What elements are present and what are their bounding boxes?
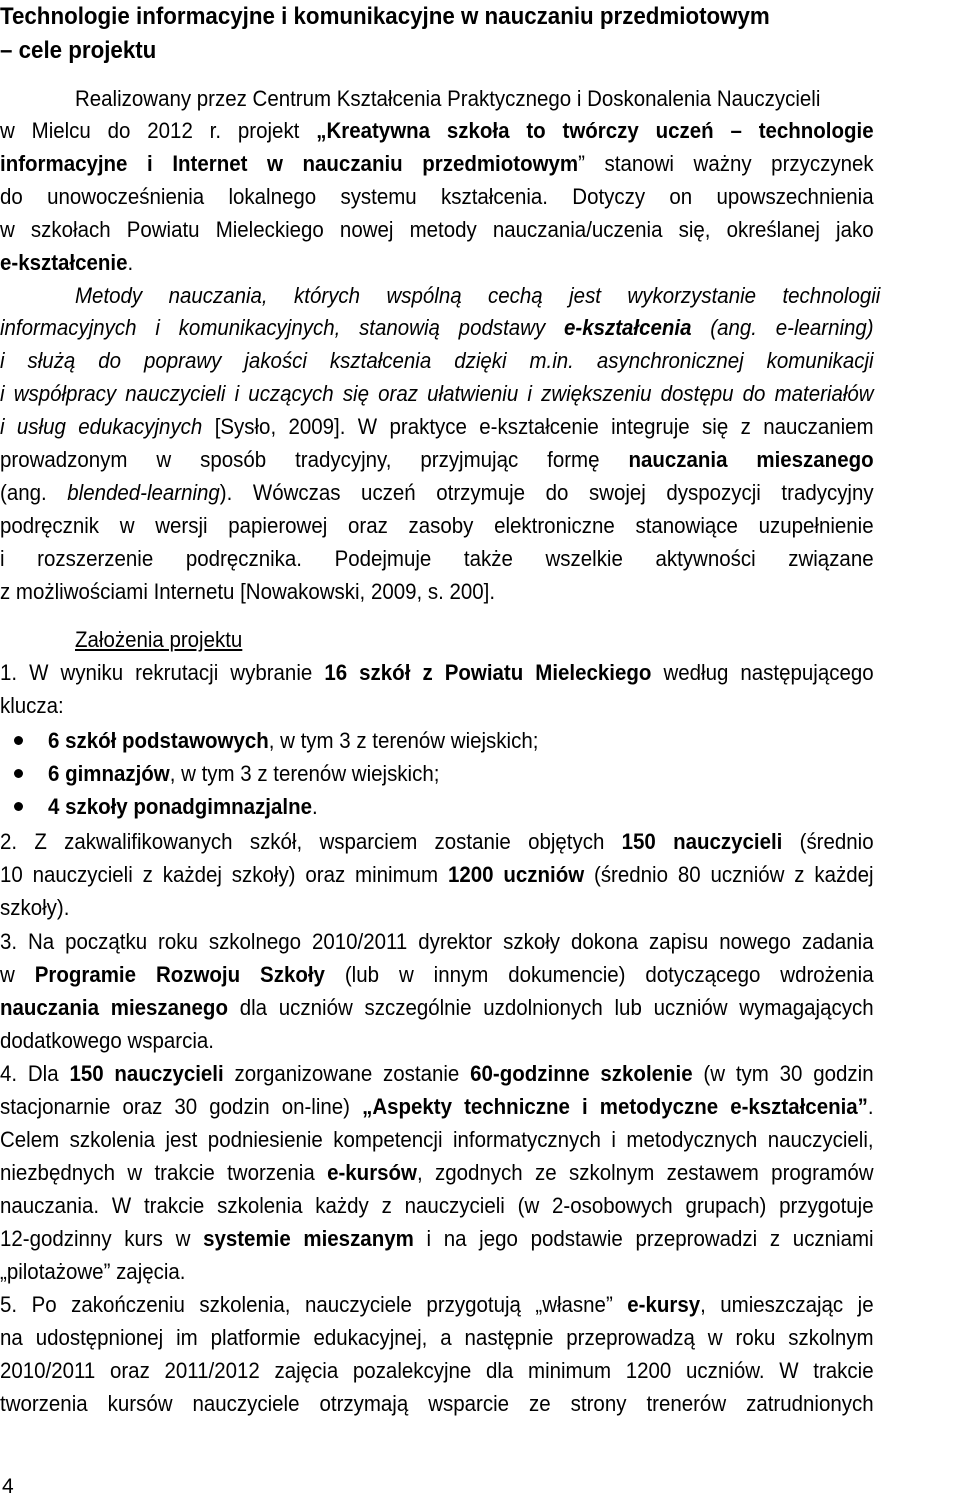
document-title-line-2: – cele projektu [0, 37, 157, 64]
item-5-line-3: 2010/2011 oraz 2011/2012 zajęcia pozalekcyjne dla minimum 1200 uczniów. W trakcie [0, 1358, 874, 1383]
methods-line-4: i współpracy nauczycieli i uczących się oraz ułatwieniu i zwiększeniu dostępu do materiałów [0, 381, 874, 406]
item-4-line-2: stacjonarnie oraz 30 godzin on-line) „Aspekty techniczne i metodyczne e-kształcenia”. [0, 1094, 874, 1119]
item-4-line-1: 4. Dla 150 nauczycieli zorganizowane zostanie 60-godzinne szkolenie (w tym 30 godzin [0, 1061, 874, 1086]
item-5-line-2: na udostępnionej im platformie edukacyjnej, a następnie przeprowadzą w roku szkolnym [0, 1325, 874, 1350]
assumptions-heading: Założenia projektu [75, 627, 243, 652]
item-2-line-2: 10 nauczycieli z każdej szkoły) oraz minimum 1200 uczniów (średnio 80 uczniów z każdej [0, 862, 874, 887]
bullet-item-1: 6 szkół podstawowych, w tym 3 z terenów wiejskich; [48, 728, 539, 753]
item-1-line-1: 1. W wyniku rekrutacji wybranie 16 szkół z Powiatu Mieleckiego według następującego [0, 660, 874, 685]
methods-line-10: z możliwościami Internetu [Nowakowski, 2009, s. 200]. [0, 579, 496, 604]
page-number: 4 [2, 1475, 14, 1498]
methods-line-6: prowadzonym w sposób tradycyjny, przyjmując formę nauczania mieszanego [0, 447, 874, 472]
methods-line-1: Metody nauczania, których wspólną cechą jest wykorzystanie technologii [75, 283, 881, 308]
intro-line-3: informacyjne i Internet w nauczaniu przedmiotowym” stanowi ważny przyczynek [0, 151, 874, 176]
methods-line-9: i rozszerzenie podręcznika. Podejmuje także wszelkie aktywności związane [0, 546, 874, 571]
methods-line-3: i służą do poprawy jakości kształcenia dzięki m.in. asynchronicznej komunikacji [0, 348, 874, 373]
methods-line-5: i usług edukacyjnych [Sysło, 2009]. W praktyce e-kształcenie integruje się z nauczaniem [0, 414, 874, 439]
item-5-line-1: 5. Po zakończeniu szkolenia, nauczyciele przygotują „własne” e-kursy, umieszczając je [0, 1292, 874, 1317]
methods-line-8: podręcznik w wersji papierowej oraz zasoby elektroniczne stanowiące uzupełnienie [0, 513, 874, 538]
intro-line-2: w Mielcu do 2012 r. projekt „Kreatywna szkoła to twórczy uczeń – technologie [0, 118, 874, 143]
bullet-item-2: 6 gimnazjów, w tym 3 z terenów wiejskich; [48, 761, 440, 786]
item-4-line-4: niezbędnych w trakcie tworzenia e-kursów, zgodnych ze szkolnym zestawem programów [0, 1160, 874, 1185]
methods-line-2: informacyjnych i komunikacyjnych, stanowią podstawy e-kształcenia (ang. e-learning) [0, 315, 874, 340]
item-2-line-1: 2. Z zakwalifikowanych szkół, wsparciem zostanie objętych 150 nauczycieli (średnio [0, 829, 874, 854]
bullet-item-3: 4 szkoły ponadgimnazjalne. [48, 794, 318, 819]
item-5-line-4: tworzenia kursów nauczyciele otrzymają wsparcie ze strony trenerów zatrudnionych [0, 1391, 874, 1416]
item-1-line-2: klucza: [0, 693, 64, 718]
item-4-line-6: 12-godzinny kurs w systemie mieszanym i na jego podstawie przeprowadzi z uczniami [0, 1226, 874, 1251]
item-2-line-3: szkoły). [0, 895, 70, 920]
methods-line-7: (ang. blended-learning). Wówczas uczeń otrzymuje do swojej dyspozycji tradycyjny [0, 480, 874, 505]
item-3-line-3: nauczania mieszanego dla uczniów szczególnie uzdolnionych lub uczniów wymagających [0, 995, 874, 1020]
item-4-line-5: nauczania. W trakcie szkolenia każdy z nauczycieli (w 2-osobowych grupach) przygotuje [0, 1193, 874, 1218]
bullet-icon [14, 769, 23, 778]
intro-line-1: Realizowany przez Centrum Kształcenia Praktycznego i Doskonalenia Nauczycieli [75, 86, 821, 111]
intro-line-5: w szkołach Powiatu Mieleckiego nowej metody nauczania/uczenia się, określanej jako [0, 217, 874, 242]
intro-line-4: do unowocześnienia lokalnego systemu kształcenia. Dotyczy on upowszechnienia [0, 184, 874, 209]
item-3-line-1: 3. Na początku roku szkolnego 2010/2011 dyrektor szkoły dokona zapisu nowego zadania [0, 929, 874, 954]
bullet-icon [14, 736, 23, 745]
item-3-line-4: dodatkowego wsparcia. [0, 1028, 214, 1053]
item-3-line-2: w Programie Rozwoju Szkoły (lub w innym dokumencie) dotyczącego wdrożenia [0, 962, 874, 987]
bullet-icon [14, 802, 23, 811]
intro-line-6: e-kształcenie. [0, 250, 134, 275]
document-title-line-1: Technologie informacyjne i komunikacyjne w nauczaniu przedmiotowym [0, 3, 770, 30]
item-4-line-3: Celem szkolenia jest podniesienie kompetencji informatycznych i metodycznych nauczycieli, [0, 1127, 874, 1152]
item-4-line-7: „pilotażowe” zajęcia. [0, 1259, 186, 1284]
